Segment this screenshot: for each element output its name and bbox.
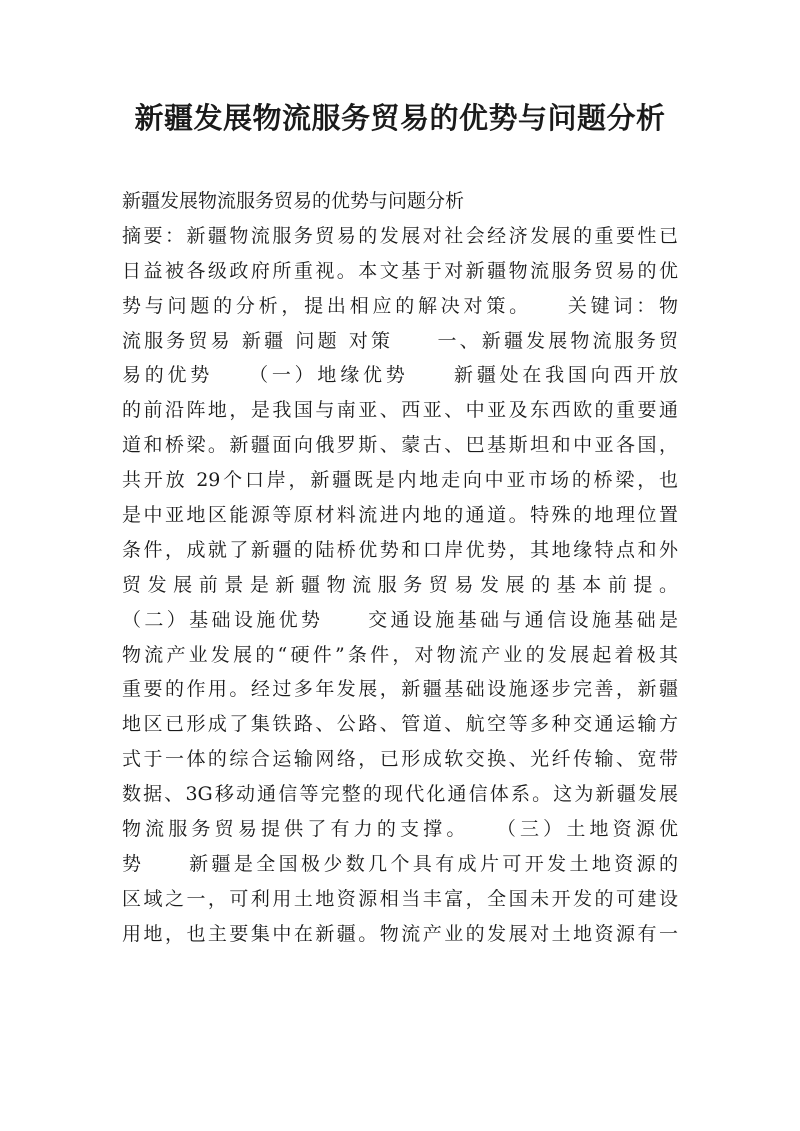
body-line: 地区已形成了集铁路、公路、管道、航空等多种交通运输方 bbox=[122, 713, 678, 736]
body-line: （二）基础设施优势 交通设施基础与通信设施基础是 bbox=[122, 608, 678, 631]
body-line: 新疆发展物流服务贸易的优势与问题分析 bbox=[122, 190, 465, 212]
document-title: 新疆发展物流服务贸易的优势与问题分析 bbox=[134, 101, 666, 135]
body-line: 物流产业发展的“硬件”条件，对物流产业的发展起着极其 bbox=[122, 643, 678, 666]
body-line: 是中亚地区能源等原材料流进内地的通道。特殊的地理位置 bbox=[122, 504, 678, 527]
body-line: 物流服务贸易提供了有力的支撑。 （三）土地资源优 bbox=[122, 818, 678, 841]
body-line: 用地，也主要集中在新疆。物流产业的发展对土地资源有一 bbox=[122, 922, 678, 945]
body-line: 摘要：新疆物流服务贸易的发展对社会经济发展的重要性已 bbox=[122, 224, 678, 247]
body-line: 道和桥梁。新疆面向俄罗斯、蒙古、巴基斯坦和中亚各国， bbox=[122, 434, 678, 457]
body-line: 重要的作用。经过多年发展，新疆基础设施逐步完善，新疆 bbox=[122, 678, 678, 701]
body-line: 贸发展前景是新疆物流服务贸易发展的基本前提。 bbox=[122, 573, 678, 596]
body-line: 势 新疆是全国极少数几个具有成片可开发土地资源的 bbox=[122, 852, 678, 875]
body-line: 共开放 29个口岸，新疆既是内地走向中亚市场的桥梁，也 bbox=[122, 469, 678, 492]
body-line: 式于一体的综合运输网络，已形成软交换、光纤传输、宽带 bbox=[122, 748, 678, 771]
body-line: 区域之一，可利用土地资源相当丰富，全国未开发的可建设 bbox=[122, 887, 678, 910]
body-line: 易的优势 （一）地缘优势 新疆处在我国向西开放 bbox=[122, 364, 678, 387]
body-line: 流服务贸易 新疆 问题 对策 一、新疆发展物流服务贸 bbox=[122, 329, 678, 352]
body-line: 的前沿阵地，是我国与南亚、西亚、中亚及东西欧的重要通 bbox=[122, 399, 678, 422]
body-line: 势与问题的分析，提出相应的解决对策。 关键词：物 bbox=[122, 294, 678, 317]
body-line: 数据、3G移动通信等完整的现代化通信体系。这为新疆发展 bbox=[122, 783, 678, 806]
body-line: 日益被各级政府所重视。本文基于对新疆物流服务贸易的优 bbox=[122, 259, 678, 282]
document-body bbox=[122, 184, 678, 952]
body-line: 条件，成就了新疆的陆桥优势和口岸优势，其地缘特点和外 bbox=[122, 538, 678, 561]
